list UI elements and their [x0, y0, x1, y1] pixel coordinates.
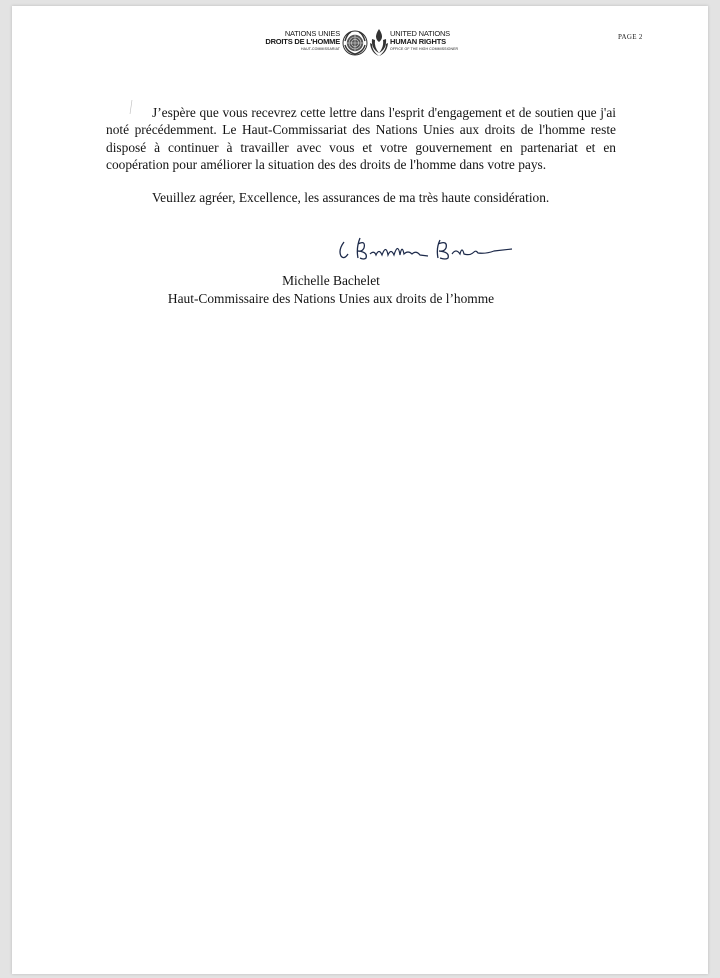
un-emblem-icon — [342, 30, 368, 56]
letterhead-english — [390, 30, 458, 51]
page-number: PAGE 2 — [618, 33, 643, 41]
letterhead-english-line1: UNITED NATIONS — [390, 29, 450, 38]
signatory-name: Michelle Bachelet — [282, 273, 380, 288]
handwritten-signature — [336, 234, 516, 264]
letterhead-english-line2: HUMAN RIGHTS — [390, 36, 446, 46]
letterhead-french — [265, 30, 340, 51]
letterhead-french-line2: DROITS DE L'HOMME — [265, 36, 340, 46]
letterhead-french-line1: NATIONS UNIES — [284, 29, 340, 38]
human-rights-emblem-icon — [369, 27, 389, 57]
letter-body — [106, 104, 616, 206]
body-paragraph: J’espère que vous recevrez cette lettre dans l'esprit d'engagement et de soutien que j'ai noté précédemment. Le Haut-Commissariat des Nations Unies aux droits de l'homme reste disposé à continuer à travailler avec vous et votre gouvernement en partenariat et en coopération pour améliorer la situation des des droits de l'homme dans votre pays. — [106, 105, 616, 172]
closing-formula: Veuillez agréer, Excellence, les assurances de ma très haute considération. — [152, 190, 550, 206]
signatory-title: Haut-Commissaire des Nations Unies aux droits de l’homme — [167, 291, 495, 306]
letterhead-english-line3: OFFICE OF THE HIGH COMMISSIONER — [390, 46, 459, 51]
letterhead-french-line3: HAUT-COMMISSARIAT — [301, 46, 340, 51]
letterhead — [252, 26, 482, 70]
letter-page — [12, 6, 708, 974]
